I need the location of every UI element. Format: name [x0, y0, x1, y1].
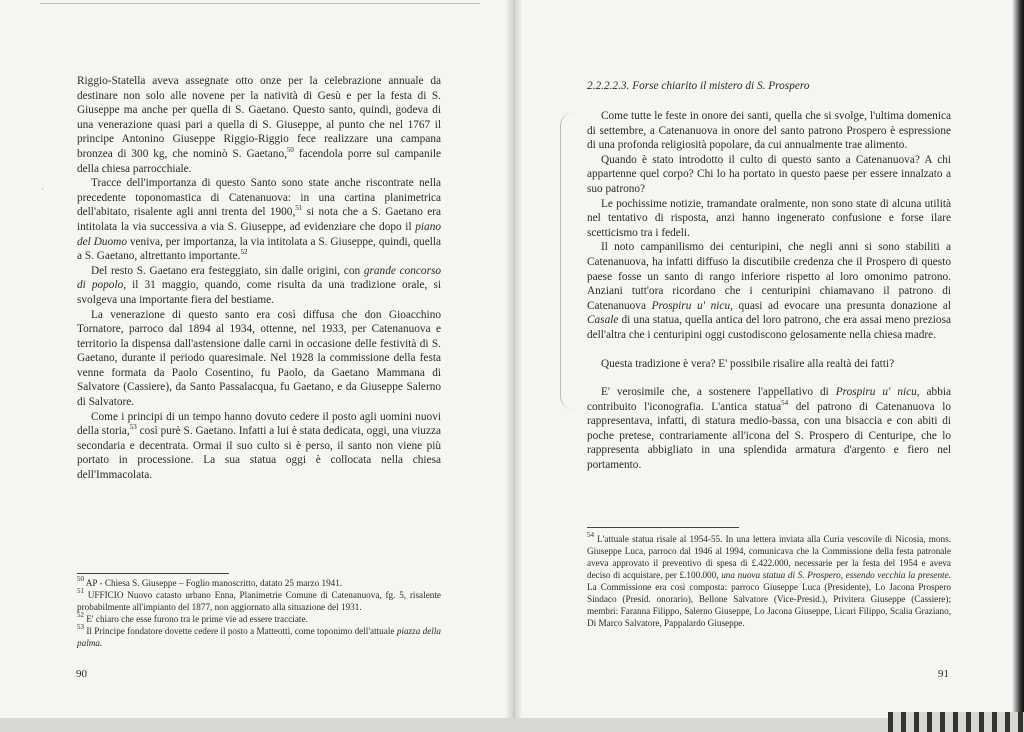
- right-footnotes: [587, 533, 951, 629]
- footnote-rule: [587, 527, 739, 528]
- left-body-text: [77, 74, 441, 483]
- paragraph: Riggio-Statella aveva assegnate otto onze per la celebrazione annuale da destinare non solo alle novene per la natività di Gesù e per la festa di S. Giuseppe ma anche per quella di S. Gaetano. Questo santo, quindi, godeva di una venerazione quasi pari a quella di S. Giuseppe, al punto che nel 1767 il principe Antonino Giuseppe Riggio-Riggio fece realizzare una campana bronzea di 300 kg, che nominò S. Gaetano,$^{50}$ facendola porre sul campanile della chiesa parrocchiale.: [77, 75, 442, 175]
- paragraph: Del resto S. Gaetano era festeggiato, sin dalle origini, con grande concorso di popolo, il 31 maggio, quando, come risulta da una tradizione orale, si svolgeva una importante fiera del bestiame.: [77, 264, 442, 306]
- left-footnotes: [77, 577, 441, 649]
- paragraph: Come i principi di un tempo hanno dovuto cedere il posto agli uomini nuovi della storia,$^{53}$ così purè S. Gaetano. Infatti a lui è stata dedicata, oggi, una viuzza secondaria e decentrata. Ormai il suo culto si è perso, il santo non viene più portato in processione. La sua statua oggi è collocata nella chiesa dell'Immacolata.: [77, 410, 442, 482]
- paragraph: Il noto campanilismo dei centuripini, che negli anni si sono stabiliti a Catenanuova, ha infatti diffuso la discutibile credenza che il Prospero di questo paese fosse un santo di rango inferiore rispetto al loro omonimo patrono. Anziani tutt'ora ricordano che i centuripini chiamavano il patrono di Catenanuova Prospiru u' nicu, quasi ad evocare una presunta donazione al Casale di una statua, quella antica del loro patrono, che era assai meno preziosa dell'altra che i centuripini oggi custodiscono gelosamente nella chiesa madre.: [587, 241, 951, 341]
- scan-speck: ·: [41, 184, 44, 194]
- scan-edge-line: [40, 3, 480, 4]
- paragraph: Le pochissime notizie, tramandate oralmente, non sono state di alcuna utilità nel tentativo di risposta, anzi hanno ingenerato confusione e forse ilare scetticismo tra i fedeli.: [587, 197, 951, 239]
- footnote-rule: [77, 573, 229, 574]
- paragraph-gap: [587, 343, 951, 357]
- footnote: $^{54}$ L'attuale statua risale al 1954-55. In una lettera inviata alla Curia vescovile di Nicosia, mons. Giuseppe Luca, parroco dal 1946 al 1994, comunicava che la Commissione della festa patronale aveva approvato il preventivo di spesa di £.422.000, necessarie per la festa del 1954 e aveva deciso di acquistare, per £.100.000, una nuova statua di S. Prospero, essendo vecchia la presente. La Commissione era così composta: parroco Giuseppe Luca (Presidente), Lo Jacona Prospero Sindaco (Presid. onorario), Bellone Salvatore (Vice-Presid.), Privitera Giuseppe (Cassiere); membri: Faranna Filippo, Salerno Giuseppe, Lo Jacona Giuseppe, Licari Filippo, Scalia Graziano, Di Marco Salvatore, Pappalardo Giuseppe.: [587, 531, 951, 628]
- footnote: $^{53}$ Il Principe fondatore dovette cedere il posto a Matteotti, come toponimo dell'attuale piazza della palma.: [77, 623, 441, 648]
- paragraph-gap: [587, 371, 951, 385]
- right-body-text: [587, 109, 951, 473]
- footnote: $^{51}$ UFFICIO Nuovo catasto urbano Enna, Planimetrie Comune di Catenanuova, fg. 5, risalente probabilmente all'impianto del 1877, non aggiornato alla situazione del 1931.: [77, 587, 441, 612]
- paragraph: E' verosimile che, a sostenere l'appellativo di Prospiru u' nicu, abbia contribuito l'iconografia. L'antica statua$^{54}$ del patrono di Catenanuova lo rappresentava, infatti, di statura medio-bassa, con una bisaccia e con abiti di poche pretese, contrariamente all'icona del S. Prospero di Centuripe, che lo rappresenta abbigliato in una splendida armatura d'argento e fiero nel portamento.: [587, 386, 951, 472]
- left-page: [0, 0, 514, 720]
- paragraph: Tracce dell'importanza di questo Santo sono state anche riscontrate nella precedente toponomastica di Catenanuova: in una cartina planimetrica dell'abitato, risalente agli anni trenta del 1900,51 si nota che a S. Gaetano era intitolata la via successiva a via S. Giuseppe, ad evidenziare che dopo il piano del Duomo veniva, per importanza, la via intitolata a S. Giuseppe, quindi, quella a S. Gaetano, altrettanto importante.$^{52}$: [77, 177, 442, 263]
- page-number-left: 90: [76, 668, 87, 680]
- section-heading: 2.2.2.2.3. Forse chiarito il mistero di S. Prospero: [587, 80, 810, 92]
- page-number-right: 91: [938, 668, 949, 680]
- pencil-bracket-mark: [560, 112, 575, 410]
- scan-bar-pattern: [888, 712, 1024, 732]
- scan-bottom-strip: [0, 718, 1024, 732]
- footnote: $^{52}$ E' chiaro che esse furono tra le prime vie ad essere tracciate.: [77, 611, 308, 624]
- footnote: $^{50}$ AP - Chiesa S. Giuseppe – Foglio manoscritto, datato 25 marzo 1941.: [77, 575, 343, 588]
- paragraph: La venerazione di questo santo era così diffusa che don Gioacchino Tornatore, parroco dal 1894 al 1934, ottenne, nel 1933, per Catenanuova e territorio la dispensa dall'astensione dalle carni in occasione delle festività di S. Gaetano, durante il periodo quaresimale. Nel 1928 la commissione della festa venne formata da Paolo Cosentino, fu Paolo, da Gaetano Mammana di Salvatore (Cassiere), da Santo Passalacqua, fu Gaetano, e da Giuseppe Salerno di Salvatore.: [77, 308, 441, 409]
- book-gutter: [506, 0, 522, 732]
- paragraph: Questa tradizione è vera? E' possibile risalire alla realtà dei fatti?: [601, 357, 895, 370]
- paragraph: Quando è stato introdotto il culto di questo santo a Catenanuova? A chi appartenne quel corpo? Chi lo ha portato in questo paese per essere innalzato a suo patrono?: [587, 153, 951, 195]
- right-page: [514, 0, 1024, 720]
- scan-dark-edge: [1012, 0, 1024, 712]
- paragraph: Come tutte le feste in onore dei santi, quella che si svolge, l'ultima domenica di settembre, a Catenanuova in onore del santo patrono Prospero è espressione di una profonda religiosità popolare, da cui annualmente trae alimento.: [587, 110, 951, 152]
